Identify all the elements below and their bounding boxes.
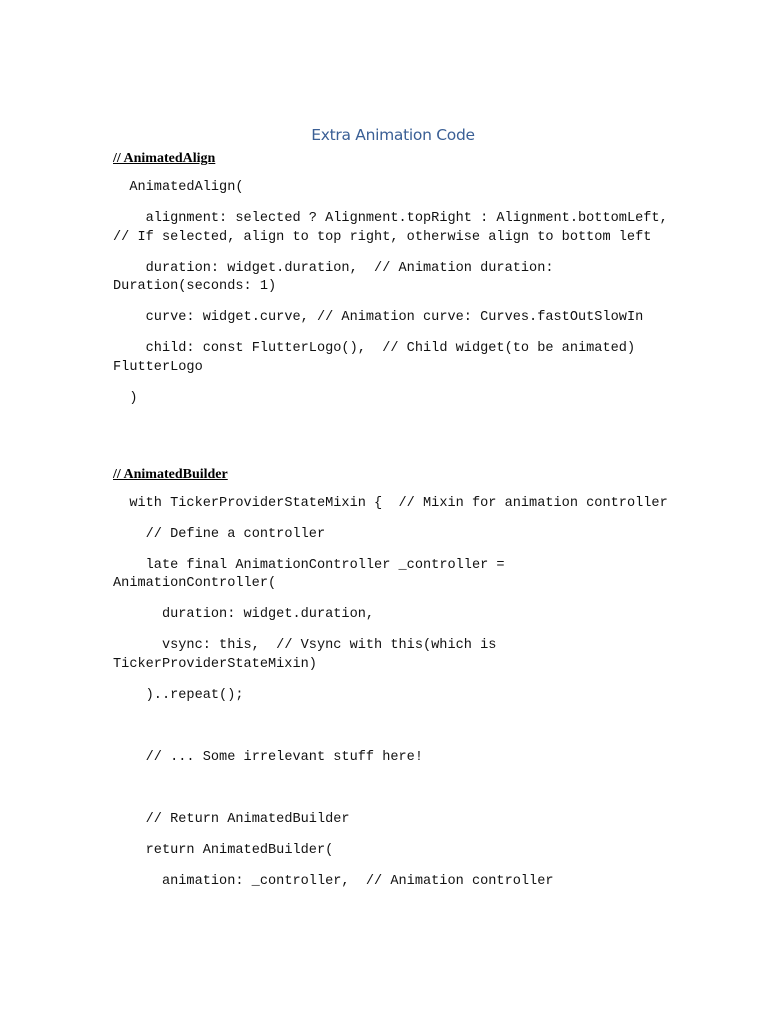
document-page	[113, 124, 676, 904]
code-line: AnimatedAlign(	[113, 180, 244, 195]
code-line: curve: widget.curve, // Animation curve: Curves.fastOutSlowIn	[113, 310, 644, 325]
code-line: duration: widget.duration, // Animation duration: Duration(seconds: 1)	[113, 260, 562, 294]
code-line: duration: widget.duration,	[113, 607, 375, 622]
code-line: )..repeat();	[113, 687, 244, 703]
section-heading: // AnimatedBuilder	[113, 466, 228, 482]
code-line: // Define a controller	[113, 526, 326, 542]
spacer	[113, 718, 673, 749]
code-line: return AnimatedBuilder(	[113, 842, 334, 858]
code-line: child: const FlutterLogo(), // Child widget(to be animated) FlutterLogo	[113, 341, 644, 375]
spacer	[113, 780, 673, 811]
code-line: animation: _controller, // Animation controller	[113, 873, 554, 889]
code-line: late final AnimationController _controller = AnimationController(	[113, 557, 513, 591]
code-line: with TickerProviderStateMixin { // Mixin for animation controller	[113, 495, 668, 511]
code-line: // ... Some irrelevant stuff here!	[113, 749, 423, 765]
spacer	[113, 421, 673, 466]
section-animated-align	[113, 150, 676, 408]
code-line: vsync: this, // Vsync with this(which is TickerProviderStateMixin)	[113, 638, 505, 672]
code-line: )	[113, 390, 138, 406]
section-animated-builder	[113, 466, 673, 892]
code-line: // Return AnimatedBuilder	[113, 811, 350, 827]
code-line: alignment: selected ? Alignment.topRight : Alignment.bottomLeft, // If selected, align to top right, otherwise align to bottom left	[113, 211, 676, 245]
section-heading: // AnimatedAlign	[113, 151, 216, 166]
document-title: Extra Animation Code	[311, 126, 475, 144]
